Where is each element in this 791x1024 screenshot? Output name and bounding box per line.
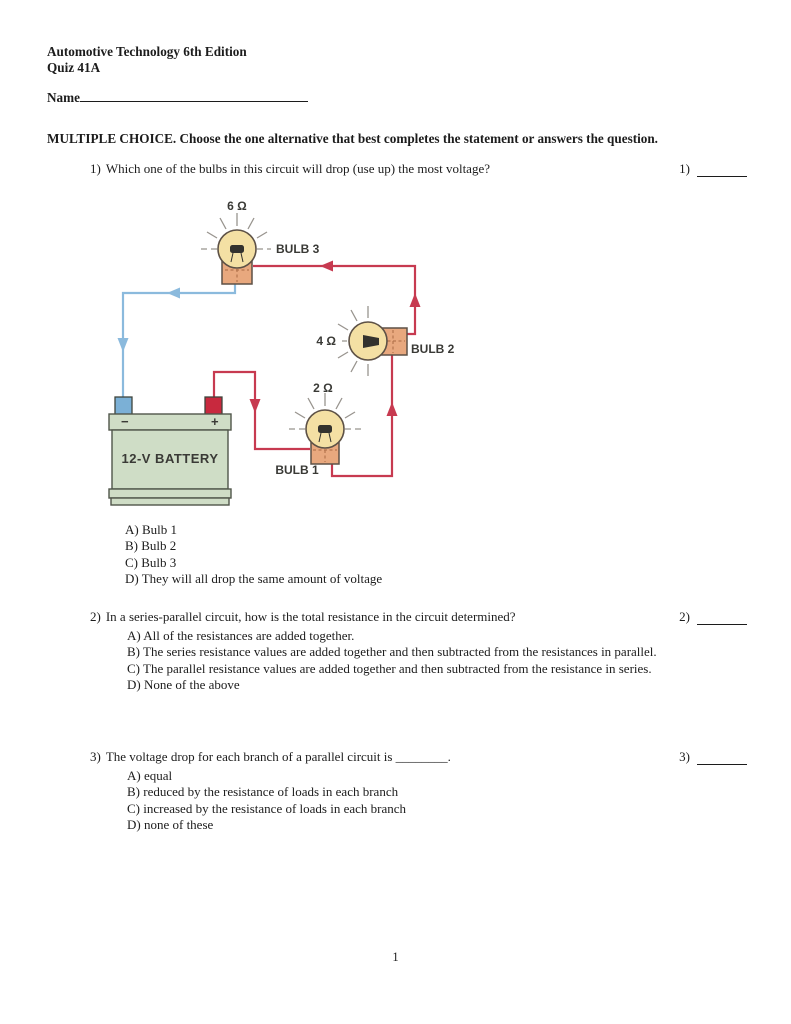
option: D) none of these [127,817,214,833]
question-1-options [125,522,382,588]
filament-icon [230,245,244,253]
negative-wire [118,284,236,398]
circuit-diagram [95,192,470,514]
filament-icon [318,425,332,433]
option: B) Bulb 2 [125,538,177,554]
question-1-answer-area [679,161,747,177]
question-2-text [90,609,516,625]
question-number: 3) [90,749,101,764]
bulb2-resistance-label: 4 Ω [316,334,336,348]
plus-sign: + [210,414,220,429]
page-header [47,44,247,76]
bulb3-label: BULB 3 [276,242,320,256]
battery-positive-terminal [205,397,222,415]
page-number: 1 [392,950,399,964]
book-title: Automotive Technology 6th Edition [47,44,247,59]
option: B) reduced by the resistance of loads in each branch [127,784,399,800]
option: B) The series resistance values are added together and then subtracted from the resistances in parallel. [127,644,657,660]
quiz-title: Quiz 41A [47,60,101,75]
bulb-1 [275,381,361,477]
arrow-left-icon [167,288,180,299]
question-1-text [90,161,490,177]
battery-negative-terminal [115,397,132,415]
question-body: In a series-parallel circuit, how is the total resistance in the circuit determined? [105,609,516,624]
arrow-up-icon [410,293,421,307]
bulb-3 [201,199,320,284]
minus-sign: − [120,414,130,429]
question-body: The voltage drop for each branch of a parallel circuit is ________. [105,749,451,764]
option: D) They will all drop the same amount of voltage [125,571,383,587]
answer-blank-3[interactable] [697,751,747,765]
option: D) None of the above [127,677,240,693]
answer-number: 1) [679,161,690,176]
question-3-text [90,749,451,765]
question-3-answer-area [679,749,747,765]
bulb-2 [316,306,454,376]
positive-wire-bulb1-to-bulb2 [332,355,398,476]
question-1-row [90,161,747,177]
bulb1-label: BULB 1 [275,463,319,477]
option: C) Bulb 3 [125,554,177,570]
question-number: 2) [90,609,101,624]
positive-wire-bulb2-to-bulb3 [253,261,421,335]
question-number: 1) [90,161,101,176]
name-input-line[interactable] [80,88,308,102]
arrow-up-icon [387,402,398,416]
name-row [47,88,308,106]
option: C) The parallel resistance values are added together and then subtracted from the resistance in series. [127,660,652,676]
battery [109,397,231,505]
question-2-row [90,609,747,625]
option: A) All of the resistances are added together. [127,628,355,643]
answer-blank-2[interactable] [697,611,747,625]
answer-blank-1[interactable] [697,163,747,177]
question-3-options [127,768,667,834]
arrow-down-icon [250,399,261,413]
bulb3-resistance-label: 6 Ω [227,199,247,213]
answer-number: 3) [679,749,690,764]
instructions: MULTIPLE CHOICE. Choose the one alternative that best completes the statement or answers the question. [47,131,658,146]
name-label: Name [47,90,80,105]
bulb1-resistance-label: 2 Ω [313,381,333,395]
battery-base [109,489,231,498]
option: C) increased by the resistance of loads in each branch [127,800,407,816]
bulb2-label: BULB 2 [411,342,455,356]
option: A) Bulb 1 [125,522,177,537]
question-3-row [90,749,747,765]
battery-foot [111,498,229,505]
arrow-down-icon [118,338,129,352]
question-2-options [127,628,667,694]
question-body: Which one of the bulbs in this circuit will drop (use up) the most voltage? [105,161,490,176]
question-2-answer-area [679,609,747,625]
arrow-left-icon [320,261,333,272]
answer-number: 2) [679,609,690,624]
option: A) equal [127,768,173,783]
battery-label: 12-V BATTERY [121,451,219,466]
